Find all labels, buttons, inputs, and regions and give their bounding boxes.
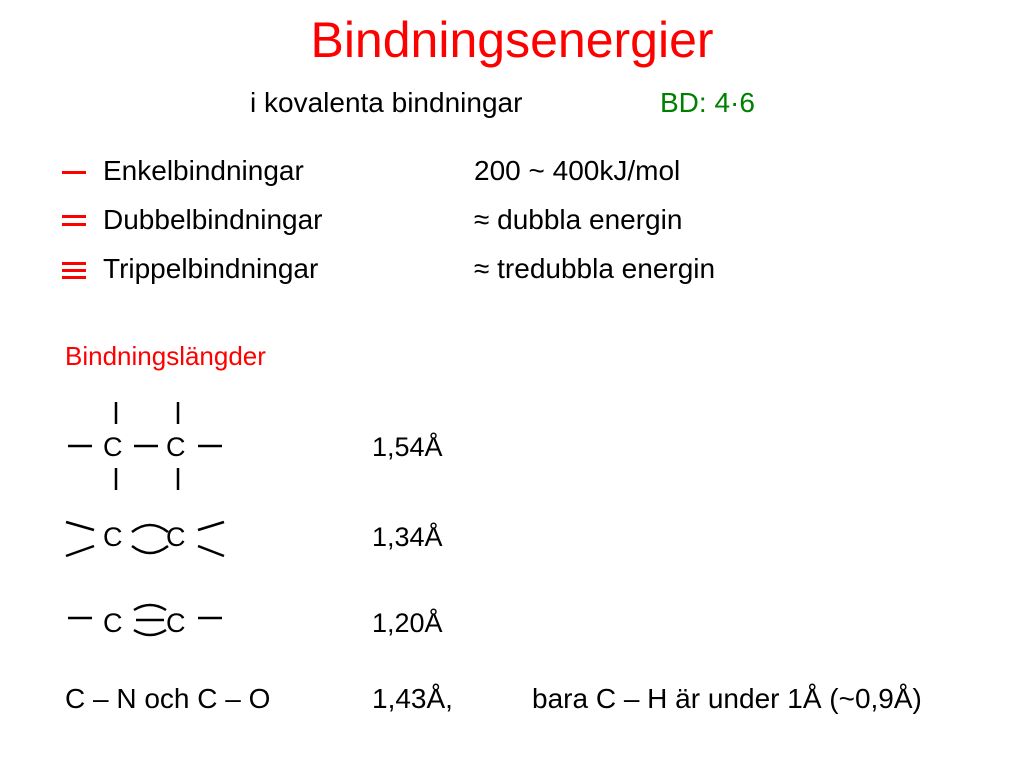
bond-type-value: ≈ tredubbla energin (474, 253, 716, 284)
single-bond-icon (62, 170, 86, 190)
bond-type-label: Enkelbindningar (103, 155, 304, 186)
atom-carbon: C (166, 608, 186, 638)
bond-length-value: 1,54Å (372, 432, 443, 462)
slide-subtitle: i kovalenta bindningar (250, 87, 523, 118)
atom-carbon: C (103, 522, 123, 552)
bond-type-label: Dubbelbindningar (103, 204, 323, 235)
triple-bond-lines (60, 596, 230, 642)
atom-carbon: C (103, 608, 123, 638)
atom-carbon: C (103, 432, 123, 462)
footer-length: 1,43Å, (372, 683, 453, 714)
bond-type-value: 200 ~ 400kJ/mol (474, 155, 681, 186)
bond-length-value: 1,34Å (372, 522, 443, 552)
atom-carbon: C (166, 432, 186, 462)
footer-note: bara C – H är under 1Å (~0,9Å) (532, 683, 922, 714)
double-bond-icon (62, 213, 86, 233)
triple-bond-icon (62, 259, 86, 281)
atom-carbon: C (166, 522, 186, 552)
subtitle-tag: BD: 4·6 (660, 87, 755, 118)
double-bond-lines (60, 512, 230, 562)
footer-bonds: C – N och C – O (65, 683, 271, 714)
bond-type-label: Trippelbindningar (103, 253, 319, 284)
single-bond-lines (60, 398, 230, 496)
bond-length-value: 1,20Å (372, 608, 443, 638)
bond-type-value: ≈ dubbla energin (474, 204, 683, 235)
bond-lengths-heading: Bindningslängder (65, 341, 266, 371)
slide-title: Bindningsenergier (310, 12, 714, 68)
